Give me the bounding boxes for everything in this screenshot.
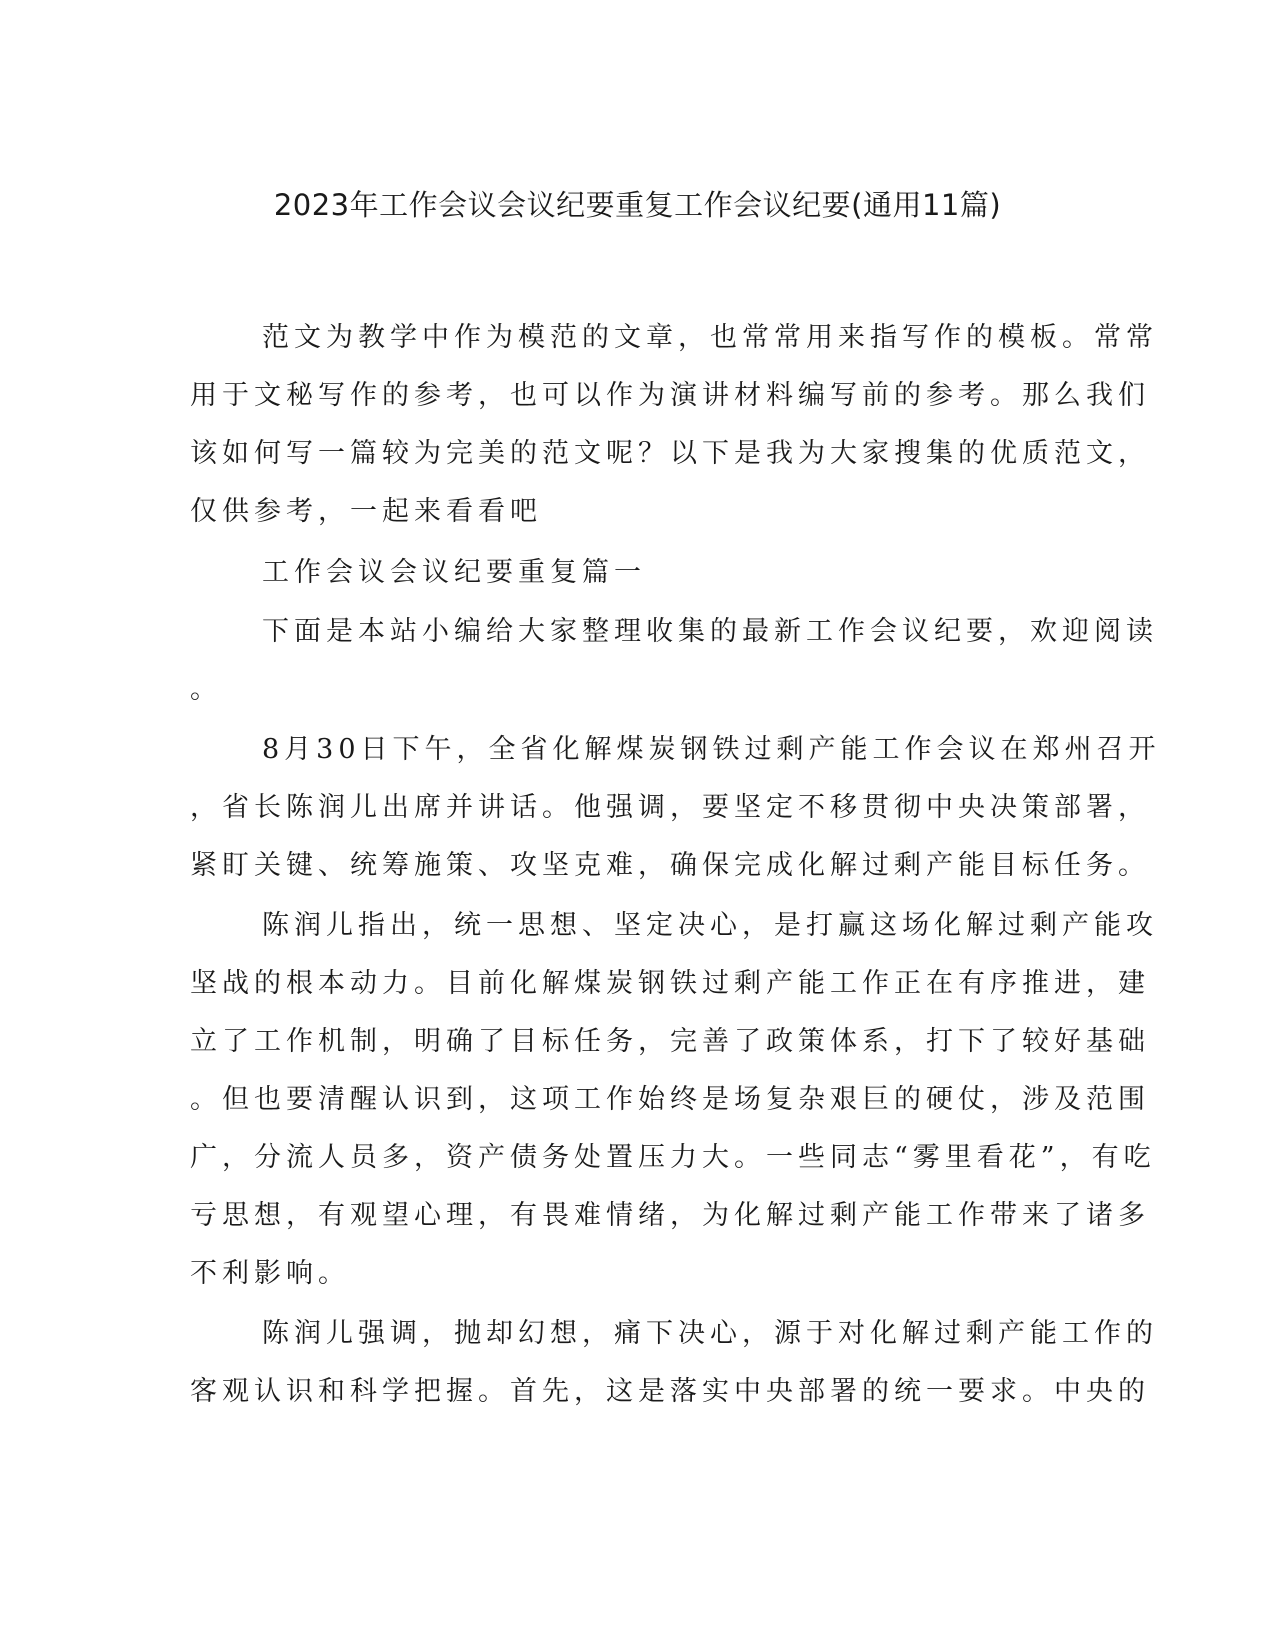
paragraph-line: 紧盯关键、统筹施策、攻坚克难，确保完成化解过剩产能目标任务。: [190, 850, 1150, 881]
document-title: 2023年工作会议会议纪要重复工作会议纪要(通用11篇): [273, 188, 1002, 222]
paragraph-line: 。: [190, 674, 222, 705]
paragraph-line: 立了工作机制，明确了目标任务，完善了政策体系，打下了较好基础: [190, 1026, 1150, 1057]
paragraph-line: ，省长陈润儿出席并讲话。他强调，要坚定不移贯彻中央决策部署，: [190, 792, 1150, 823]
paragraph-line: 仅供参考，一起来看看吧: [190, 496, 542, 527]
paragraph-line: 陈润儿指出，统一思想、坚定决心，是打赢这场化解过剩产能攻: [262, 910, 1158, 941]
paragraph-line: 范文为教学中作为模范的文章，也常常用来指写作的模板。常常: [262, 322, 1158, 353]
paragraph-line: 该如何写一篇较为完美的范文呢？以下是我为大家搜集的优质范文，: [190, 438, 1150, 469]
paragraph-line: 。但也要清醒认识到，这项工作始终是场复杂艰巨的硬仗，涉及范围: [190, 1084, 1150, 1115]
section-heading: 工作会议会议纪要重复篇一: [262, 557, 646, 588]
paragraph-line: 不利影响。: [190, 1258, 350, 1289]
paragraph-line: 陈润儿强调，抛却幻想，痛下决心，源于对化解过剩产能工作的: [262, 1318, 1158, 1349]
paragraph-line: 客观认识和科学把握。首先，这是落实中央部署的统一要求。中央的: [190, 1376, 1150, 1407]
paragraph-line: 用于文秘写作的参考，也可以作为演讲材料编写前的参考。那么我们: [190, 380, 1150, 411]
paragraph-line: 广，分流人员多，资产债务处置压力大。一些同志“雾里看花”，有吃: [190, 1142, 1156, 1173]
paragraph-line: 8月30日下午，全省化解煤炭钢铁过剩产能工作会议在郑州召开: [262, 734, 1161, 765]
paragraph-line: 下面是本站小编给大家整理收集的最新工作会议纪要，欢迎阅读: [262, 616, 1158, 647]
paragraph-line: 坚战的根本动力。目前化解煤炭钢铁过剩产能工作正在有序推进，建: [190, 968, 1150, 999]
paragraph-line: 亏思想，有观望心理，有畏难情绪，为化解过剩产能工作带来了诸多: [190, 1200, 1150, 1231]
